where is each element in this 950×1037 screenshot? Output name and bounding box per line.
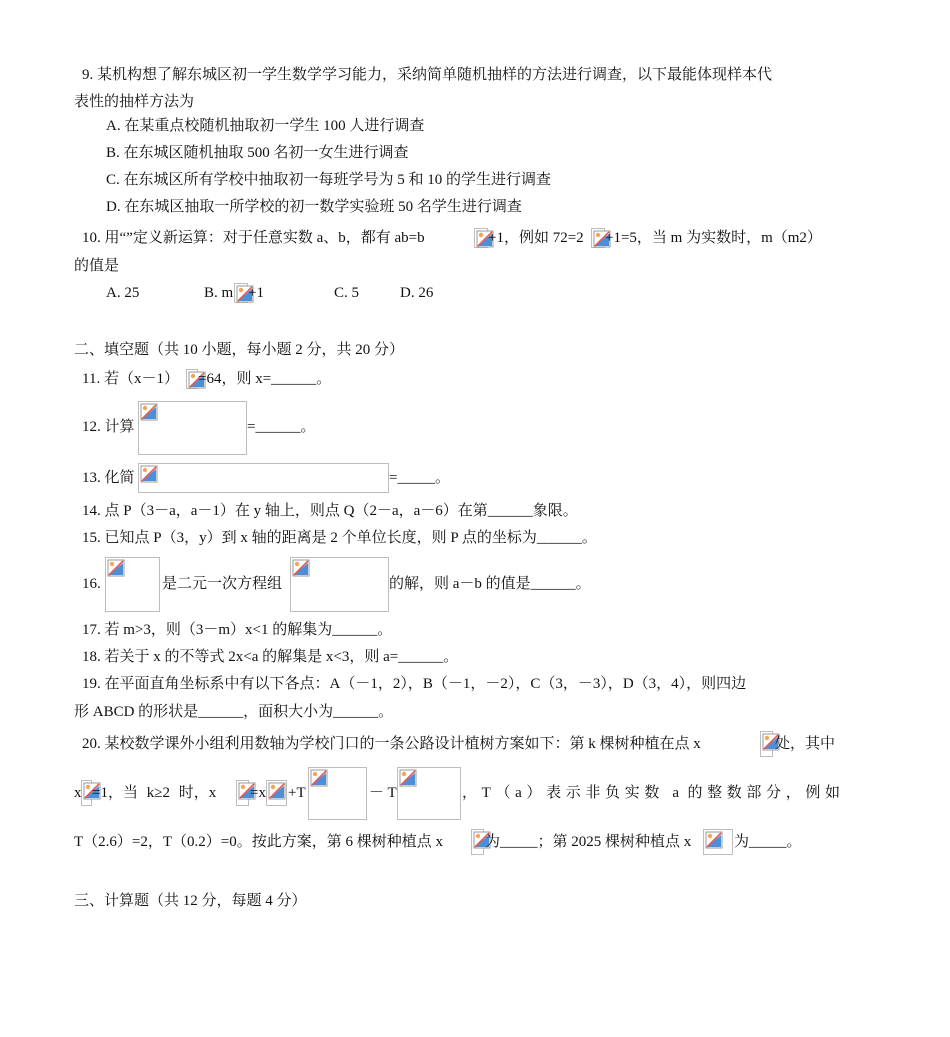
q20-line3-part2: 为_____；第 2025 棵树种植点 x bbox=[485, 834, 692, 850]
q20-line2-part2: =1，当 k≥2 时，x bbox=[92, 785, 217, 801]
broken-image-icon bbox=[268, 782, 286, 800]
q17-text: 17. 若 m>3，则（3－m）x<1 的解集为______。 bbox=[82, 622, 393, 638]
q20-line2-part3: =x bbox=[250, 785, 266, 801]
section-heading-calculation: 三、计算题（共 12 分，每题 4 分） bbox=[74, 893, 307, 909]
formula-image bbox=[308, 767, 367, 820]
formula-image bbox=[236, 780, 249, 806]
broken-image-icon bbox=[107, 559, 125, 577]
q20-line3-part1: T（2.6）=2，T（0.2）=0。按此方案，第 6 棵树种植点 x bbox=[74, 834, 443, 850]
q9-option-a: A. 在某重点校随机抽取初一学生 100 人进行调查 bbox=[106, 118, 425, 134]
q9-option-d: D. 在东城区抽取一所学校的初一数学实验班 50 名学生进行调查 bbox=[106, 199, 522, 215]
q19-line2: 形 ABCD 的形状是______，面积大小为______。 bbox=[74, 704, 394, 720]
q19-line1: 19. 在平面直角坐标系中有以下各点：A（－1，2），B（－1，－2），C（3，－3），D（3，4），则四边 bbox=[82, 676, 747, 692]
formula-image bbox=[266, 780, 287, 806]
q10-option-b-part2: +1 bbox=[248, 285, 264, 301]
formula-image bbox=[105, 557, 160, 612]
q20-line1-part1: 20. 某校数学课外小组利用数轴为学校门口的一条公路设计植树方案如下：第 k 棵树种植在点 x bbox=[82, 736, 701, 752]
broken-image-icon bbox=[705, 831, 723, 849]
q12-part2: =______。 bbox=[247, 419, 316, 435]
q9-option-b: B. 在东城区随机抽取 500 名初一女生进行调查 bbox=[106, 145, 409, 161]
q20-line3-part3: 为_____。 bbox=[734, 834, 802, 850]
q10-option-b-part1: B. m bbox=[204, 285, 234, 301]
broken-image-icon bbox=[310, 769, 328, 787]
formula-image bbox=[290, 557, 389, 612]
broken-image-icon bbox=[140, 403, 158, 421]
q12-part1: 12. 计算 bbox=[82, 419, 135, 435]
q9-option-c: C. 在东城区所有学校中抽取初一每班学号为 5 和 10 的学生进行调查 bbox=[106, 172, 552, 188]
q15-text: 15. 已知点 P（3，y）到 x 轴的距离是 2 个单位长度，则 P 点的坐标为______。 bbox=[82, 530, 597, 546]
q20-line2-part4: +T bbox=[288, 785, 306, 801]
q10-option-d: D. 26 bbox=[400, 285, 434, 301]
q14-text: 14. 点 P（3－a，a－1）在 y 轴上，则点 Q（2－a，a－6）在第______象限。 bbox=[82, 503, 578, 519]
q20-line2-part6: ，T（a）表示非负实数 a 的整数部分，例如 bbox=[462, 785, 840, 801]
q10-option-a: A. 25 bbox=[106, 285, 140, 301]
q16-part3: 的解，则 a－b 的值是______。 bbox=[389, 576, 591, 592]
broken-image-icon bbox=[140, 465, 158, 483]
q11-part1: 11. 若（x－1） bbox=[82, 371, 179, 387]
formula-image bbox=[397, 767, 461, 820]
q20-line2-part5: － T bbox=[369, 785, 397, 801]
q10-stem-part2: +1，例如 72=2 bbox=[488, 230, 584, 246]
q18-text: 18. 若关于 x 的不等式 2x<a 的解集是 x<3，则 a=______。 bbox=[82, 649, 459, 665]
q9-stem-line1: 9. 某机构想了解东城区初一学生数学学习能力，采纳简单随机抽样的方法进行调查，以下最能体现样本代 bbox=[82, 67, 773, 83]
q13-part2: =_____。 bbox=[389, 470, 450, 486]
q13-part1: 13. 化简 bbox=[82, 470, 135, 486]
formula-image bbox=[760, 731, 773, 757]
broken-image-icon bbox=[399, 769, 417, 787]
formula-image bbox=[591, 228, 605, 248]
formula-image bbox=[703, 829, 733, 855]
q16-part2: 是二元一次方程组 bbox=[162, 576, 283, 592]
formula-image bbox=[186, 369, 198, 389]
q16-number: 16. bbox=[82, 576, 101, 592]
formula-image bbox=[471, 829, 484, 855]
formula-image bbox=[474, 228, 488, 248]
formula-image bbox=[81, 780, 92, 806]
q10-stem-part1: 10. 用“”定义新运算：对于任意实数 a、b，都有 ab=b bbox=[82, 230, 425, 246]
formula-image bbox=[138, 463, 389, 493]
formula-image bbox=[234, 283, 248, 303]
q20-line1-part2: 处，其中 bbox=[775, 736, 836, 752]
q9-stem-line2: 表性的抽样方法为 bbox=[74, 94, 195, 110]
q11-part2: =64，则 x=______。 bbox=[198, 371, 332, 387]
section-heading-fill-in: 二、填空题（共 10 小题，每小题 2 分，共 20 分） bbox=[74, 342, 405, 358]
q20-line2-x: x bbox=[74, 785, 82, 801]
q10-stem-part3: +1=5，当 m 为实数时，m（m2） bbox=[605, 230, 822, 246]
q10-option-c: C. 5 bbox=[334, 285, 360, 301]
formula-image bbox=[138, 401, 247, 455]
broken-image-icon bbox=[292, 559, 310, 577]
q10-stem-line2: 的值是 bbox=[74, 258, 120, 274]
